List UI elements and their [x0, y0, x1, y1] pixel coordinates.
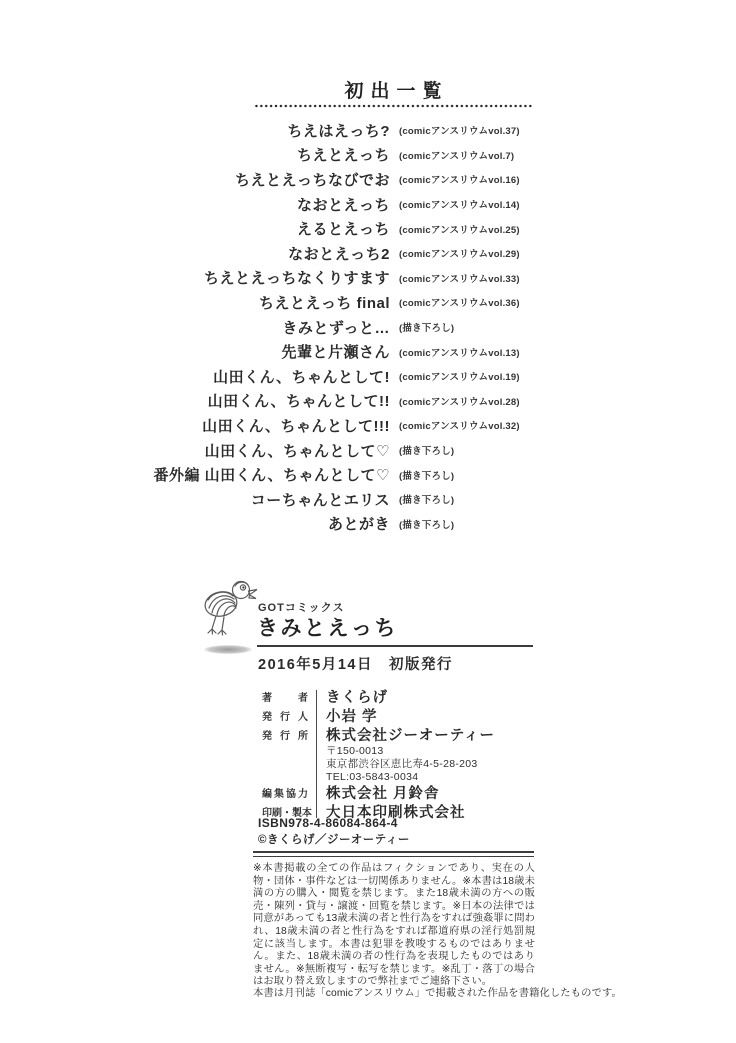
- chapter-source: (描き下ろし): [399, 470, 455, 482]
- chapter-source: (comicアンスリウムvol.7): [399, 150, 515, 162]
- chapter-title: なおとえっち2: [288, 245, 390, 263]
- chapter-title: コーちゃんとエリス: [250, 491, 390, 509]
- list-item: [96, 192, 548, 217]
- list-item: [96, 167, 548, 192]
- chapter-source: (描き下ろし): [399, 446, 455, 458]
- list-item: [96, 241, 548, 266]
- chapter-source: (comicアンスリウムvol.29): [399, 249, 520, 261]
- first-publication-heading: 初出一覧: [344, 81, 449, 102]
- credits-block: [262, 687, 534, 821]
- list-item: [96, 438, 548, 463]
- credit-role-label: 発行人: [262, 712, 308, 723]
- chapter-source: (comicアンスリウムvol.19): [399, 372, 520, 384]
- credits-vertical-rule: [316, 690, 317, 818]
- serialization-note: 本書は月刊誌「comicアンスリウム」で掲載された作品を書籍化したものです。: [253, 988, 622, 999]
- chapter-source: (comicアンスリウムvol.16): [399, 175, 520, 187]
- chapter-title: 先輩と片瀬さん: [281, 344, 390, 362]
- credit-value: 東京都渋谷区恵比寿4-5-28-203: [326, 758, 478, 770]
- chapter-source: (描き下ろし): [399, 323, 455, 335]
- chapter-title: なおとえっち: [296, 196, 390, 214]
- chapter-title: きみとずっと…: [282, 319, 390, 337]
- title-rule: [257, 645, 533, 647]
- chapter-title: あとがき: [327, 516, 390, 534]
- isbn: ISBN978-4-86084-864-4: [258, 816, 398, 830]
- chapter-source: (描き下ろし): [399, 495, 455, 507]
- list-item: [96, 339, 548, 364]
- list-item: [96, 487, 548, 512]
- list-item: [96, 315, 548, 340]
- list-item: [96, 216, 548, 241]
- list-item: [96, 143, 548, 168]
- dotted-divider: [254, 104, 532, 108]
- double-rule: [253, 851, 534, 857]
- list-item: [96, 389, 548, 414]
- list-item: [96, 118, 548, 143]
- chapter-source: (描き下ろし): [399, 519, 455, 531]
- chapter-title: 山田くん、ちゃんとして!!: [207, 393, 390, 411]
- copyright: ©きくらげ／ジーオーティー: [258, 834, 410, 846]
- chapter-title: 山田くん、ちゃんとして!: [213, 368, 390, 386]
- credit-role-label: 著者: [262, 693, 308, 704]
- credit-row: [262, 706, 534, 725]
- bird-shadow: [204, 645, 252, 654]
- chapter-source: (comicアンスリウムvol.28): [399, 396, 520, 408]
- legal-disclaimer: ※本書掲載の全ての作品はフィクションであり、実在の人物・団体・事件などは一切関係ありません。※本書は18歳未満の方の購入・閲覧を禁じます。また18歳未満の方への販売・陳列・貸与・譲渡・回覧を禁じます。※日本の法律では同意があっても13歳未満の者と性行為をすれば強姦罪に問われ、18歳未満の者と性行為をすれば都道府県の淫行処罰規定に該当します。本書は犯罪を教唆するものではありません。また、18歳未満の者の性行為を表現したものではありません。※無断複写・転写を禁じます。※乱丁・落丁の場合はお取り替え致しますので弊社までご連絡下さい。: [253, 863, 535, 988]
- chapter-source: (comicアンスリウムvol.13): [399, 347, 520, 359]
- credit-value: 株式会社 月鈴舎: [326, 786, 440, 802]
- chapter-source: (comicアンスリウムvol.25): [399, 224, 520, 236]
- credit-value: 大日本印刷株式会社: [326, 805, 466, 821]
- credit-value: 小岩 学: [326, 709, 378, 725]
- credit-row: [262, 725, 534, 744]
- first-publication-list: [96, 118, 548, 536]
- list-item: [96, 364, 548, 389]
- list-item: [96, 413, 548, 438]
- chapter-title: ちえとえっち final: [258, 294, 390, 312]
- chapter-title: ちえとえっちなくりすます: [203, 270, 390, 288]
- list-item: [96, 462, 548, 487]
- chapter-title: 番外編 山田くん、ちゃんとして♡: [153, 467, 390, 485]
- chapter-title: えるとえっち: [296, 221, 390, 239]
- chapter-source: (comicアンスリウムvol.33): [399, 273, 520, 285]
- credit-value: TEL:03-5843-0034: [326, 770, 419, 783]
- chapter-source: (comicアンスリウムvol.14): [399, 200, 520, 212]
- list-item: [96, 266, 548, 291]
- book-title: きみとえっち: [257, 617, 398, 640]
- chapter-title: 山田くん、ちゃんとして♡: [204, 442, 390, 460]
- chapter-title: ちえとえっち: [296, 147, 390, 165]
- credit-role-label: 編集協力: [262, 789, 308, 800]
- chapter-title: ちえとえっちなびでお: [234, 171, 390, 189]
- credit-value: 株式会社ジーオーティー: [326, 728, 496, 744]
- chapter-source: (comicアンスリウムvol.37): [399, 126, 520, 138]
- credit-role-label: 印刷・製本: [262, 808, 312, 819]
- credit-row: [262, 783, 534, 802]
- list-item: [96, 290, 548, 315]
- credit-value: きくらげ: [326, 690, 388, 706]
- credit-row: [262, 757, 534, 770]
- credit-value: 〒150-0013: [326, 745, 384, 757]
- chapter-source: (comicアンスリウムvol.36): [399, 298, 520, 310]
- edition-date: 2016年5月14日 初版発行: [258, 657, 453, 673]
- chapter-source: (comicアンスリウムvol.32): [399, 421, 520, 433]
- chapter-title: ちえはえっち?: [287, 122, 390, 140]
- chapter-title: 山田くん、ちゃんとして!!!: [202, 417, 390, 435]
- credit-role-label: 発行所: [262, 731, 308, 742]
- list-item: [96, 512, 548, 537]
- bird-mascot-illustration: [200, 577, 258, 643]
- imprint-label: GOTコミックス: [258, 602, 345, 614]
- credit-row: [262, 687, 534, 706]
